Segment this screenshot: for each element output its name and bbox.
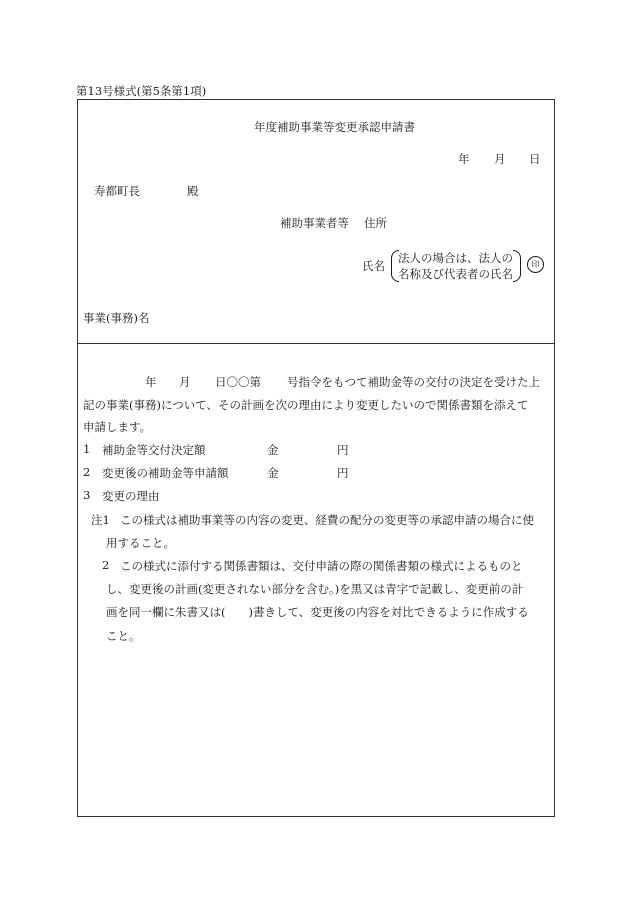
- item-2-kin: 金: [267, 466, 279, 480]
- note-1-prefix: 注1: [91, 513, 110, 527]
- body-month: 月: [179, 375, 191, 389]
- name-note-line2: 名称及び代表者の氏名: [398, 267, 513, 281]
- body-line2: 記の事業(事務)について、その計画を次の理由により変更したいので関係書類を添えて: [83, 398, 529, 412]
- seal-mark: 印: [527, 256, 544, 273]
- body-line3: 申請します。: [83, 420, 152, 434]
- item-2-yen: 円: [337, 466, 349, 480]
- addressee-name: 寿都町長: [94, 184, 140, 198]
- note-1-line1: この様式は補助事業等の内容の変更、経費の配分の変更等の承認申請の場合に使: [120, 513, 534, 527]
- date-year: 年: [458, 152, 470, 166]
- note-2-line3: 画を同一欄に朱書又は( )書きして、変更後の内容を対比できるように作成する: [106, 605, 529, 619]
- name-note-line1: 法人の場合は、法人の: [398, 251, 513, 265]
- project-name-label: 事業(事務)名: [83, 311, 150, 325]
- item-1-kin: 金: [267, 443, 279, 457]
- item-1-number: 1: [83, 442, 91, 456]
- body-year: 年: [145, 375, 157, 389]
- item-3-number: 3: [83, 488, 91, 502]
- note-1-line2: 用すること。: [106, 536, 175, 550]
- item-2-label: 変更後の補助金等申請額: [102, 466, 229, 480]
- body-line1-tail: 号指令をもつて補助金等の交付の決定を受けた上: [287, 375, 540, 389]
- note-2-prefix: 2: [102, 558, 110, 572]
- name-label: 氏名: [362, 259, 385, 273]
- section-divider: [77, 343, 555, 344]
- date-month: 月: [494, 152, 506, 166]
- note-2-line1: この様式に添付する関係書類は、交付申請の際の関係書類の様式によるものと: [120, 559, 523, 573]
- form-number: 第13号様式(第5条第1項): [76, 84, 207, 98]
- date-day: 日: [529, 152, 541, 166]
- addressee-honorific: 殿: [187, 184, 199, 198]
- form-title: 年度補助事業等変更承認申請書: [254, 120, 415, 134]
- applicant-label: 補助事業者等: [280, 216, 349, 230]
- body-day-number: 日〇〇第: [215, 375, 261, 389]
- form-frame: [77, 99, 555, 817]
- item-1-yen: 円: [337, 443, 349, 457]
- item-1-label: 補助金等交付決定額: [102, 443, 206, 457]
- address-label: 住所: [364, 216, 387, 230]
- note-2-line4: こと。: [106, 629, 141, 643]
- right-bracket: [513, 250, 521, 282]
- note-2-line2: し、変更後の計画(変更されない部分を含む。)を黒又は青字で記載し、変更前の計: [106, 582, 524, 596]
- item-2-number: 2: [83, 465, 91, 479]
- item-3-label: 変更の理由: [102, 489, 160, 503]
